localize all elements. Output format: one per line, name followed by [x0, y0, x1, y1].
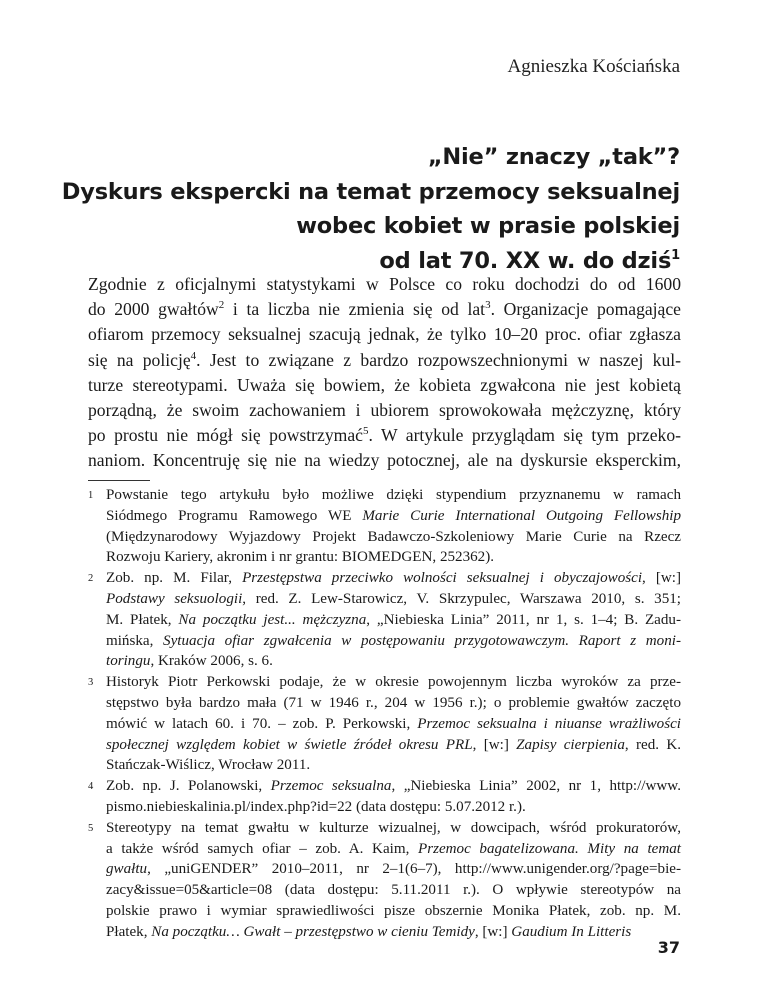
footnote-line: Rozwoju Kariery, akronim i nr grantu: BIOMEDGEN, 252362).	[106, 549, 495, 566]
title-line-text: od lat 70. XX w. do dziś	[379, 247, 672, 274]
footnote-number: 2	[88, 573, 94, 585]
title-line: Dyskurs ekspercki na temat przemocy seksualnej	[61, 178, 680, 205]
footnote-2	[88, 568, 681, 672]
title-line: „Nie” znaczy „tak”?	[427, 144, 680, 170]
footnote-line: polskie prawo i wymiar sprawiedliwości pisze obszernie Monika Płatek, zob. np. M.	[106, 902, 681, 919]
footnote-line: zacy&issue=05&article=08 (data dostępu: 5.11.2011 r.). O wpływie stereotypów na	[106, 882, 681, 899]
footnote-line: społecznej względem kobiet w świetle źródeł okresu PRL, [w:] Zapisy cierpienia, red. K.	[106, 736, 681, 753]
footnote-line: Płatek, Na początku… Gwałt – przestępstwo w cieniu Temidy, [w:] Gaudium In Litteris	[106, 923, 632, 940]
footnote-5	[88, 818, 681, 943]
footnote-line: M. Płatek, Na początku jest... mężczyzna, „Niebieska Linia” 2011, nr 1, s. 1–4; B. Zadu-	[106, 611, 682, 628]
footnote-text	[106, 485, 681, 568]
footnotes	[88, 485, 681, 943]
footnote-line: Historyk Piotr Perkowski podaje, że w okresie powojennym liczba wyroków za prze-	[106, 674, 681, 691]
footnote-line: pismo.niebieskalinia.pl/index.php?id=22 (data dostępu: 5.07.2012 r.).	[106, 798, 526, 815]
footnote-text	[106, 672, 681, 776]
author-name: Agnieszka Kościańska	[507, 56, 680, 77]
footnote-line: Zob. np. M. Filar, Przestępstwa przeciwko wolności seksualnej i obyczajowości, [w:]	[106, 570, 681, 587]
page-number: 37	[657, 938, 680, 957]
body-line	[88, 348, 681, 373]
body-text-span: . Organizacje pomagające	[490, 299, 681, 320]
body-text-span: . Jest to związane z bardzo rozpowszechnionymi w naszej kul-	[196, 349, 681, 370]
footnote-number: 4	[88, 781, 94, 793]
body-line: turze stereotypami. Uważa się bowiem, że kobieta zgwałcona nie jest kobietą	[88, 374, 681, 395]
body-text-span: się na policję	[88, 349, 191, 370]
footnote-line: Siódmego Programu Ramowego WE Marie Curie International Outgoing Fellowship	[106, 507, 681, 524]
body-line: ofiarom przemocy seksualnej szacują jednak, że tylko 10–20 proc. ofiar zgłasza	[88, 324, 681, 345]
footnote-line: gwałtu, „uniGENDER” 2010–2011, nr 2–1(6–7), http://www.unigender.org/?page=bie-	[106, 861, 681, 878]
body-line	[88, 297, 681, 322]
footnote-number: 5	[88, 822, 94, 834]
footnote-text	[106, 818, 681, 943]
footnote-line: Stańczak-Wiślicz, Wrocław 2011.	[106, 757, 311, 774]
footnote-line: Stereotypy na temat gwałtu w kulturze wizualnej, w dowcipach, wśród prokuratorów,	[106, 819, 681, 836]
body-text-span: do 2000 gwałtów	[88, 299, 219, 320]
footnote-number: 1	[88, 490, 94, 501]
footnote-line: mińska, Sytuacja ofiar zgwałcenia w postępowaniu przygotowawczym. Raport z moni-	[106, 632, 681, 649]
footnote-line: Podstawy seksuologii, red. Z. Lew-Starowicz, V. Skrzypulec, Warszawa 2010, s. 351;	[106, 590, 681, 607]
footnote-line: Powstanie tego artykułu było możliwe dzięki stypendium przyznanemu w ramach	[106, 487, 681, 503]
article-title	[60, 140, 680, 278]
footnote-line: toringu, Kraków 2006, s. 6.	[106, 653, 273, 670]
footnote-line: stępstwo była bardzo mała (71 w 1946 r., 204 w 1956 r.); o problemie gwałtów zaczęto	[106, 694, 681, 711]
body-line: naniom. Koncentruję się nie na wiedzy potocznej, ale na dyskursie eksperckim,	[88, 450, 681, 471]
body-text-span: . W artykule przyglądam się tym przeko-	[368, 425, 681, 446]
footnote-ref[interactable]: 2	[218, 299, 225, 312]
footnote-ref[interactable]: 3	[485, 299, 491, 312]
body-line	[88, 423, 681, 448]
body-text	[88, 272, 681, 474]
footnote-line: mówić w latach 60. i 70. – zob. P. Perkowski, Przemoc seksualna i niuanse wrażliwości	[106, 715, 681, 732]
body-text-span: i ta liczba nie zmienia się od lat	[224, 299, 486, 320]
footnote-line: a także wśród samych ofiar – zob. A. Kaim, Przemoc bagatelizowana. Mity na temat	[106, 840, 681, 857]
footnote-line: (Międzynarodowy Wyjazdowy Projekt Badawczo-Szkoleniowy Marie Curie na Rzecz	[106, 528, 681, 545]
footnote-3	[88, 672, 681, 776]
footnote-text	[106, 568, 681, 672]
title-line: wobec kobiet w prasie polskiej	[296, 213, 680, 239]
footnote-1	[88, 485, 681, 568]
body-text-span: po prostu nie mógł się powstrzymać	[88, 425, 363, 446]
body-line: porządną, że swoim zachowaniem i ubiorem sprowokowała mężczyznę, który	[88, 400, 681, 421]
footnote-separator	[88, 480, 150, 481]
footnote-line: Zob. np. J. Polanowski, Przemoc seksualna, „Niebieska Linia” 2002, nr 1, http://www.	[106, 778, 681, 795]
footnote-number: 3	[88, 677, 94, 689]
footnote-ref[interactable]: 1	[671, 247, 680, 263]
footnote-ref[interactable]: 4	[190, 349, 197, 362]
footnote-4	[88, 776, 681, 818]
footnote-text	[106, 776, 681, 818]
body-line: Zgodnie z oficjalnymi statystykami w Polsce co roku dochodzi do od 1600	[88, 274, 681, 294]
footnote-ref[interactable]: 5	[362, 425, 369, 438]
